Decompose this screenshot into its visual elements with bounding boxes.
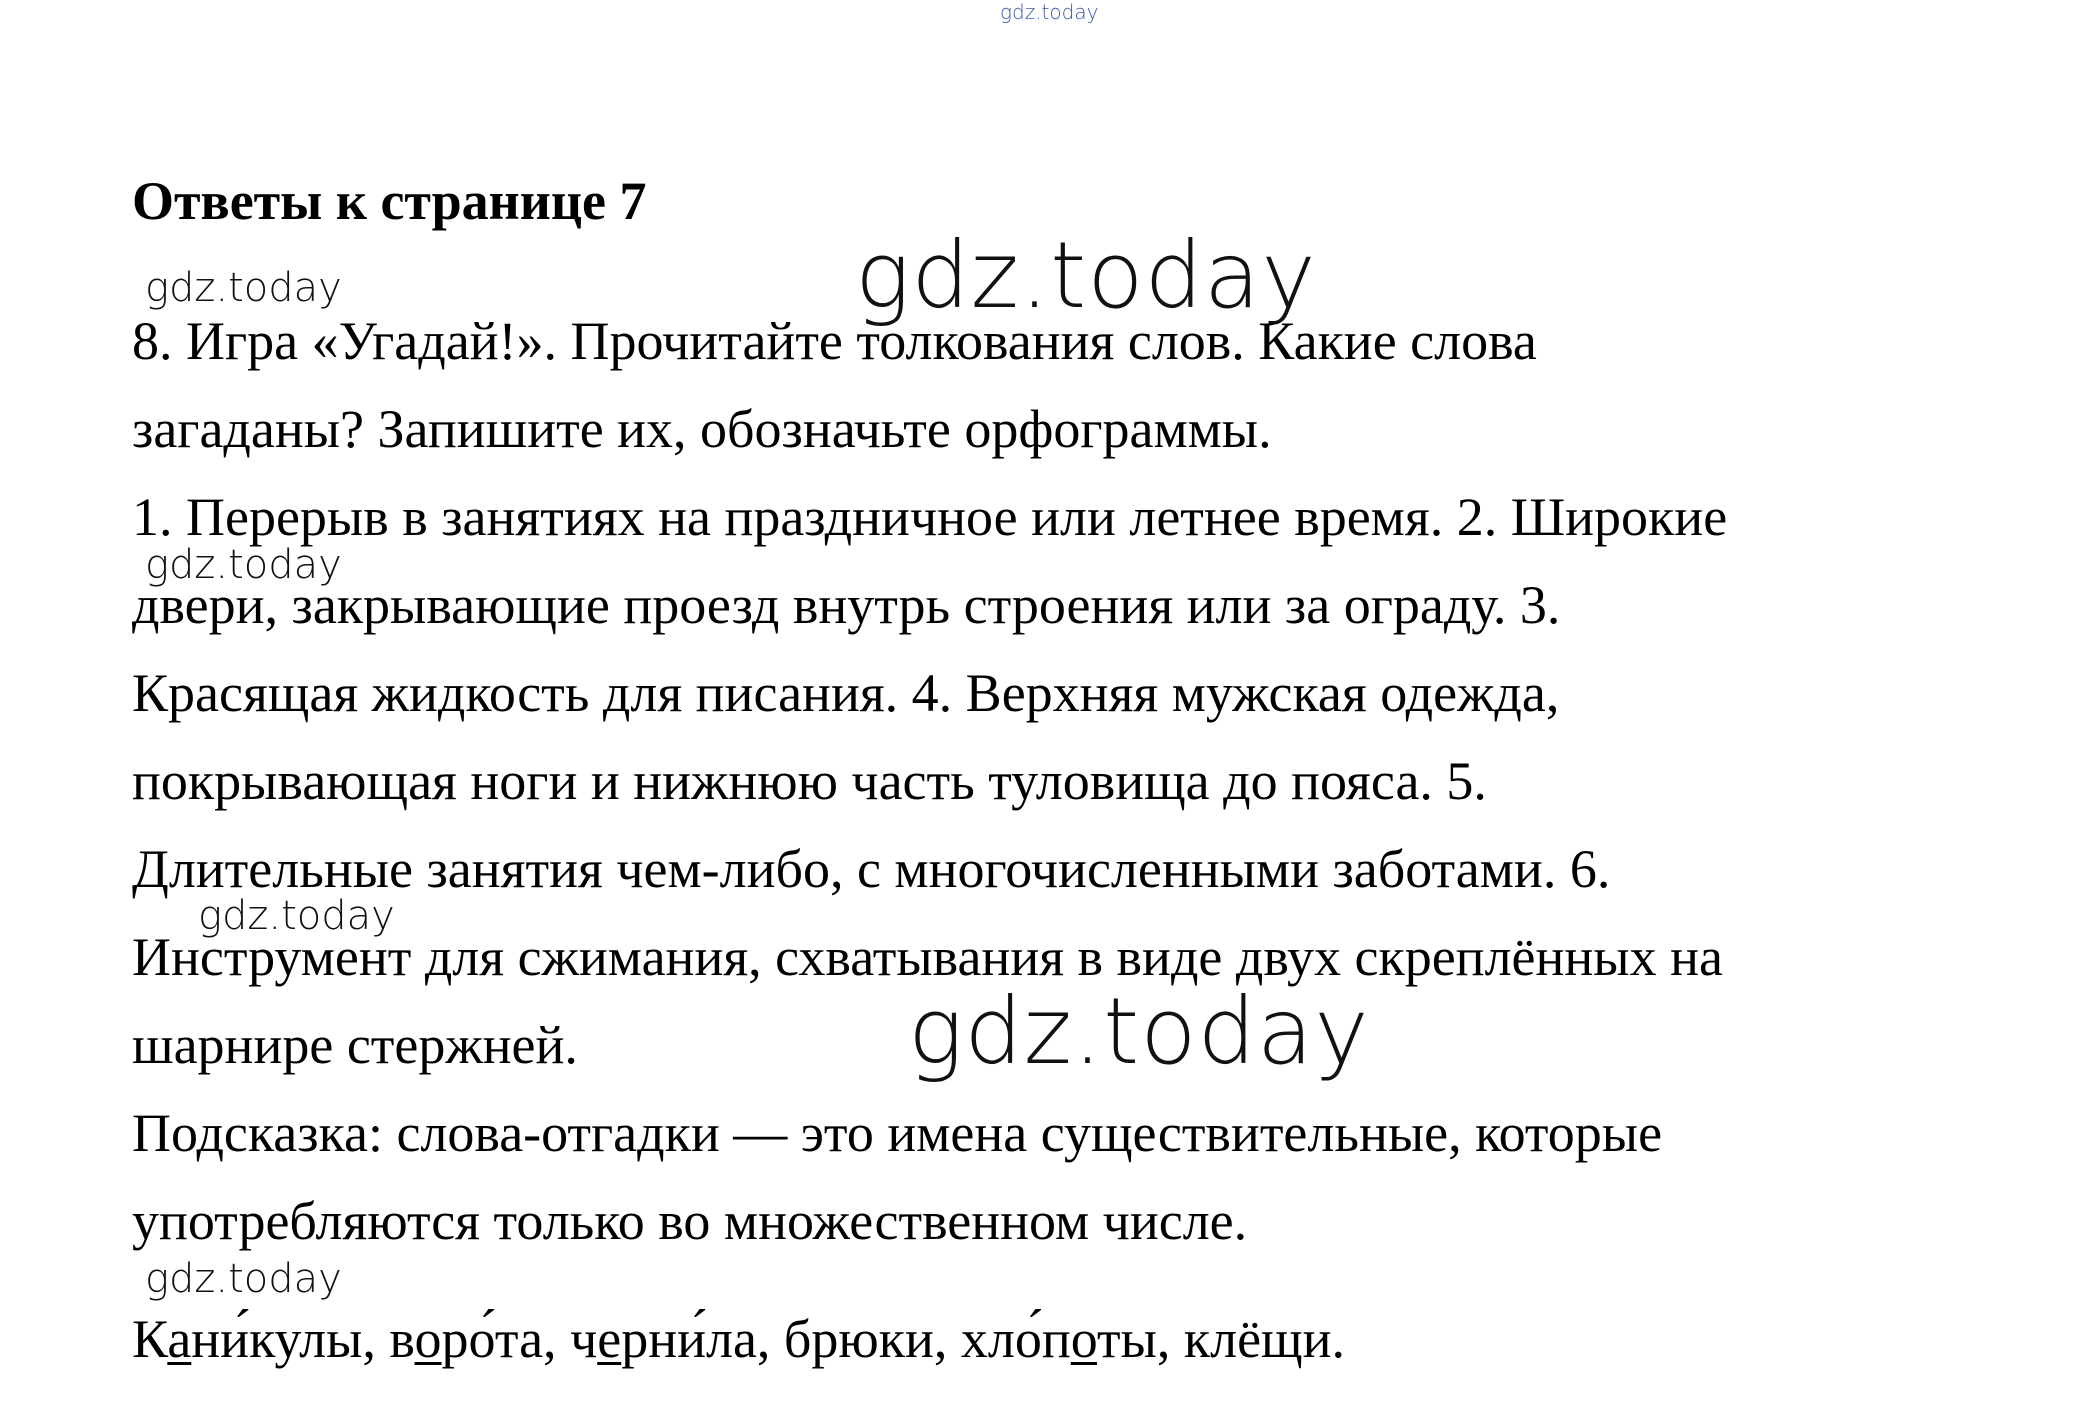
watermark-small-3: gdz.today: [198, 893, 395, 939]
watermark-small-1: gdz.today: [145, 265, 342, 311]
hint-line-1: Подсказка: слова-отгадки — это имена существительные, которые: [132, 1103, 1663, 1163]
watermark-top: gdz.today: [1000, 0, 1099, 24]
answer-word-5-rest: ты, клёщи.: [1097, 1309, 1346, 1369]
answer-word-3-rest: рни́ла, брюки,: [621, 1309, 961, 1369]
task-line-1: 8. Игра «Угадай!». Прочитайте толкования слов. Какие слова: [132, 311, 1537, 371]
answer-line: [132, 1308, 1345, 1370]
answer-word-1-rest: ни́кулы,: [191, 1309, 390, 1369]
task-line-6: покрывающая ноги и нижнюю часть туловища до пояса. 5.: [132, 751, 1487, 811]
answer-word-2-start: в: [389, 1309, 415, 1369]
task-line-7: Длительные занятия чем-либо, с многочисленными заботами. 6.: [132, 839, 1611, 899]
task-line-3: 1. Перерыв в занятиях на праздничное или летнее время. 2. Широкие: [132, 487, 1728, 547]
answer-word-1-underlined-letter: а: [167, 1309, 192, 1369]
watermark-small-2: gdz.today: [145, 542, 342, 588]
answer-word-5-start: хло́п: [960, 1309, 1071, 1369]
task-line-9: шарнире стержней.: [132, 1015, 578, 1075]
task-line-2: загаданы? Запишите их, обозначьте орфограммы.: [132, 399, 1272, 459]
answer-word-1-start: К: [132, 1309, 168, 1369]
watermark-small-4: gdz.today: [145, 1256, 342, 1302]
answer-word-5-underlined-letter: о: [1070, 1309, 1098, 1369]
answer-word-2-rest: ро́та,: [441, 1309, 571, 1369]
page-heading: Ответы к странице 7: [132, 171, 647, 231]
watermark-large-2: gdz.today: [908, 978, 1370, 1085]
answer-word-2-underlined-letter: о: [414, 1309, 442, 1369]
task-line-5: Красящая жидкость для писания. 4. Верхняя мужская одежда,: [132, 663, 1560, 723]
task-line-4: двери, закрывающие проезд внутрь строения или за ограду. 3.: [132, 575, 1561, 635]
hint-line-2: употребляются только во множественном числе.: [132, 1191, 1248, 1251]
answer-word-3-underlined-letter: е: [597, 1309, 622, 1369]
answer-word-3-start: ч: [570, 1309, 598, 1369]
task-line-8: Инструмент для сжимания, схватывания в виде двух скреплённых на: [132, 927, 1723, 987]
watermark-large-1: gdz.today: [855, 222, 1317, 329]
